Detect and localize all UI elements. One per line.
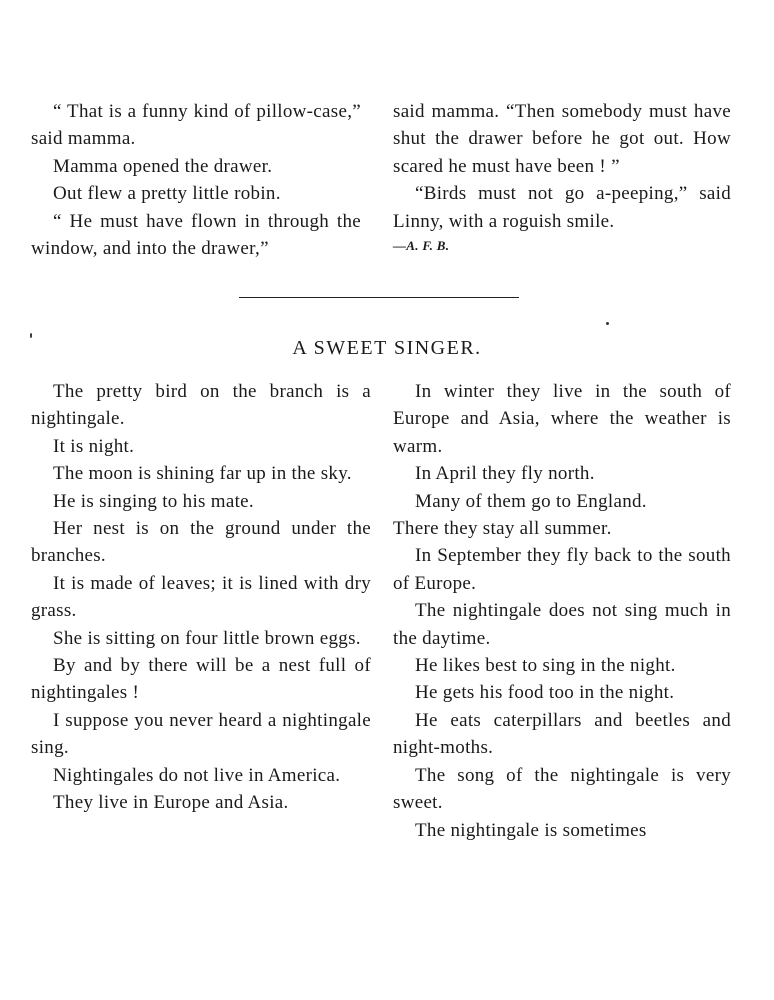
- paragraph: It is made of leaves; it is lined with dry grass.: [31, 572, 371, 622]
- paragraph: “Birds must not go a-peeping,” said Linny, with a roguish smile.: [393, 183, 731, 232]
- scan-speck: [606, 322, 609, 325]
- paragraph: “ He must have flown in through the window, and into the drawer,”: [31, 210, 361, 260]
- article-right-column: [393, 378, 731, 844]
- story-continuation-left-column: [31, 98, 361, 262]
- paragraph: I suppose you never heard a nightingale sing.: [31, 709, 371, 759]
- article-left-column: [31, 378, 371, 817]
- paragraph: The moon is shining far up in the sky.: [53, 463, 352, 485]
- story-continuation-right-column: [393, 98, 731, 257]
- paragraph: By and by there will be a nest full of nightingales !: [31, 655, 371, 704]
- paragraph: In winter they live in the south of Europe and Asia, where the weather is warm.: [393, 381, 731, 457]
- paragraph: In September they fly back to the south of Europe.: [393, 545, 731, 594]
- paragraph: Out flew a pretty little robin.: [53, 183, 281, 205]
- paragraph: The pretty bird on the branch is a nightingale.: [31, 381, 371, 430]
- paragraph: “ That is a funny kind of pillow-case,” said mamma.: [31, 101, 361, 150]
- paragraph: He likes best to sing in the night.: [415, 655, 676, 677]
- paragraph: Many of them go to England.: [415, 490, 647, 512]
- paragraph: It is night.: [53, 435, 135, 457]
- paragraph: The nightingale does not sing much in the daytime.: [393, 600, 731, 649]
- paragraph: He eats caterpillars and beetles and night-moths.: [393, 709, 731, 759]
- paragraph: There they stay all summer.: [393, 518, 612, 540]
- paragraph: Her nest is on the ground under the branches.: [31, 518, 371, 567]
- paragraph: said mamma. “Then somebody must have shut the drawer before he got out. How scared he must have been ! ”: [393, 101, 731, 177]
- paragraph: The song of the nightingale is very sweet.: [393, 764, 731, 814]
- section-divider: [239, 297, 519, 298]
- author-signature: —A. F. B.: [393, 238, 450, 254]
- paragraph: Nightingales do not live in America.: [53, 764, 341, 786]
- paragraph: The nightingale is sometimes: [415, 819, 647, 841]
- scan-speck: [30, 333, 32, 338]
- paragraph: In April they fly north.: [415, 463, 595, 485]
- paragraph: She is sitting on four little brown eggs.: [53, 627, 361, 649]
- paragraph: He gets his food too in the night.: [415, 682, 675, 704]
- paragraph: He is singing to his mate.: [53, 490, 254, 512]
- article-title: A SWEET SINGER.: [292, 337, 482, 359]
- paragraph: They live in Europe and Asia.: [53, 792, 289, 814]
- paragraph: Mamma opened the drawer.: [53, 155, 273, 177]
